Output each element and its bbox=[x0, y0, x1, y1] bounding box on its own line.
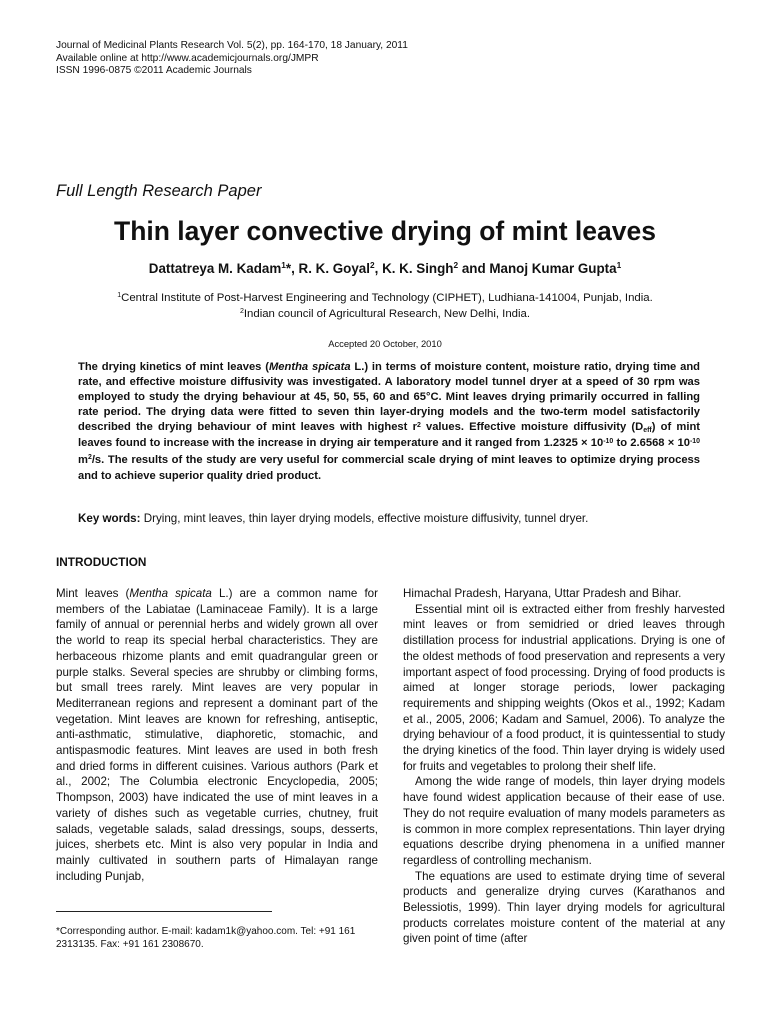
abstract-text: The drying kinetics of mint leaves ( bbox=[78, 361, 269, 373]
paragraph bbox=[56, 586, 378, 884]
keywords bbox=[78, 512, 700, 526]
journal-issn: ISSN 1996-0875 ©2011 Academic Journals bbox=[56, 65, 252, 77]
author-separator: and bbox=[458, 261, 490, 276]
abstract-text: L.) in terms of moisture content, moisture ratio, drying time and rate, and effective moisture diffusivity was investigated. A laboratory model tunnel dryer at a speed of 30 rpm was employed to study the drying behaviour at 45, 50, 55, 60 and 65°C. Mint leaves drying primarily occurred in falling rate period. The drying data were fitted to seven thin layer-drying models and the two-term model satisfactorily described the drying behaviour of mint leaves with highest r bbox=[78, 361, 701, 434]
abstract bbox=[78, 360, 700, 484]
author-name: Dattatreya M. Kadam bbox=[148, 261, 282, 276]
affiliations bbox=[0, 291, 770, 323]
journal-citation: Journal of Medicinal Plants Research Vol. 5(2), pp. 164-170, 18 January, 2011 bbox=[56, 40, 408, 51]
paragraph: Himachal Pradesh, Haryana, Uttar Pradesh and Bihar. bbox=[403, 587, 682, 600]
author-affil-sup: 2 bbox=[369, 260, 375, 271]
abstract-text: m bbox=[78, 453, 88, 466]
right-column bbox=[403, 586, 725, 947]
affiliation-number: 2 bbox=[239, 308, 244, 316]
body-text: L.) are a common name for members of the Labiatae (Laminaceae Family). It is a large family of annual or perennial herbs and widely grown all over the world to reap its special herbal characteristics. They are herbaceous rhizome plants and emit quadrangular green or purple stalks. Several species are shrubby or climbing forms, but small trees rarely. Mint leaves are very popular in Mediterranean regions and represent a dominant part of the vegetation. Mint leaves are known for refreshing, antiseptic, anti-asthmatic, stimulative, diaphoretic, stomachic, and antispasmodic features. Mint leaves are used in both fresh and dried forms in different cuisines. Various authors (Park et al., 2002; The Columbia electronic Encyclopedia, 2005; Thompson, 2003) have indicated the use of mint leaves in a variety of dishes such as vegetable curries, chutney, fruit salads, vegetable salads, salad dressings, soups, desserts, juices, sherbets etc. Mint is also very popular in India and mainly cultivated in southern parts of Himalayan range including Punjab, bbox=[56, 587, 378, 883]
author-affil-sup: 2 bbox=[453, 260, 459, 271]
subscript: eff bbox=[643, 427, 652, 435]
author-name: Manoj Kumar Gupta bbox=[489, 261, 617, 276]
species-name: Mentha spicata bbox=[268, 361, 351, 373]
paper-title: Thin layer convective drying of mint leaves bbox=[114, 216, 656, 246]
species-name: Mentha spicata bbox=[129, 587, 212, 600]
affiliation-1 bbox=[0, 291, 770, 307]
abstract-text: /s. The results of the study are very useful for commercial scale drying of mint leaves to optimize drying process and to achieve superior quality dried product. bbox=[78, 453, 700, 482]
journal-url: Available online at http://www.academicjournals.org/JMPR bbox=[56, 52, 319, 64]
author-affil-sup: 1 bbox=[616, 260, 622, 271]
superscript: 2 bbox=[416, 421, 421, 429]
affiliation-2 bbox=[0, 307, 770, 323]
superscript: 2 bbox=[87, 453, 92, 461]
abstract-text: values. Effective moisture diffusivity (D bbox=[420, 421, 644, 434]
keywords-label: Key words: bbox=[78, 512, 141, 525]
left-column bbox=[56, 586, 378, 884]
body-text: Mint leaves ( bbox=[56, 587, 130, 600]
paper-type: Full Length Research Paper bbox=[56, 182, 262, 200]
affiliation-number: 1 bbox=[117, 292, 122, 300]
affiliation-text: Indian council of Agricultural Research, New Delhi, India. bbox=[243, 308, 531, 320]
author-list bbox=[0, 261, 770, 276]
paragraph: Among the wide range of models, thin layer drying models have found widest application because of their ease of use. They do not require evaluation of many models parameters as is common in more complex representations. Thin layer drying equations describe drying phenomena in a unified manner regardless of controlling mechanism. bbox=[403, 775, 725, 867]
journal-header bbox=[56, 40, 408, 78]
keywords-text: Drying, mint leaves, thin layer drying models, effective moisture diffusivity, tunnel dryer. bbox=[140, 512, 589, 525]
section-heading: INTRODUCTION bbox=[56, 555, 147, 569]
superscript: -10 bbox=[689, 437, 700, 445]
superscript: -10 bbox=[603, 437, 614, 445]
author-name: K. K. Singh bbox=[382, 261, 454, 276]
paragraph: Essential mint oil is extracted either from freshly harvested mint leaves or from semidried or dried leaves through distillation process for industrial applications. Drying is one of the oldest methods of food preservation and represents a very important aspect of food processing. Drying of food products is aimed at longer storage periods, lower packaging requirements and shipping weights (Okos et al., 1992; Kadam et al., 2005, 2006; Kadam and Samuel, 2006). To analyze the drying behaviour of a food product, it is quintessential to study the drying kinetics of the food. Thin layer drying is widely used for fruits and vegetables to prolong their shelf life. bbox=[403, 602, 725, 773]
abstract-text: to 2.6568 × 10 bbox=[613, 437, 690, 450]
author-separator: *, bbox=[285, 261, 299, 276]
author-affil-sup: 1 bbox=[281, 260, 286, 271]
affiliation-text: Central Institute of Post-Harvest Engineering and Technology (CIPHET), Ludhiana-141004, Punjab, India. bbox=[121, 292, 653, 304]
accepted-date: Accepted 20 October, 2010 bbox=[328, 338, 442, 349]
footnote: *Corresponding author. E-mail: kadam1k@yahoo.com. Tel: +91 161 2313135. Fax: +91 161 2308670. bbox=[56, 926, 356, 950]
author-separator: , bbox=[374, 261, 383, 276]
author-name: R. K. Goyal bbox=[298, 261, 370, 276]
footnote-divider bbox=[56, 911, 272, 912]
paragraph: The equations are used to estimate drying time of several products and generalize drying curves (Karathanos and Belessiotis, 1999). Thin layer drying models for agricultural products correlates moisture content of the material at any given point of time (after bbox=[403, 869, 725, 946]
abstract-text: ) of mint leaves found to increase with the increase in drying air temperature and it ranged from 1.2325 × 10 bbox=[78, 421, 701, 450]
